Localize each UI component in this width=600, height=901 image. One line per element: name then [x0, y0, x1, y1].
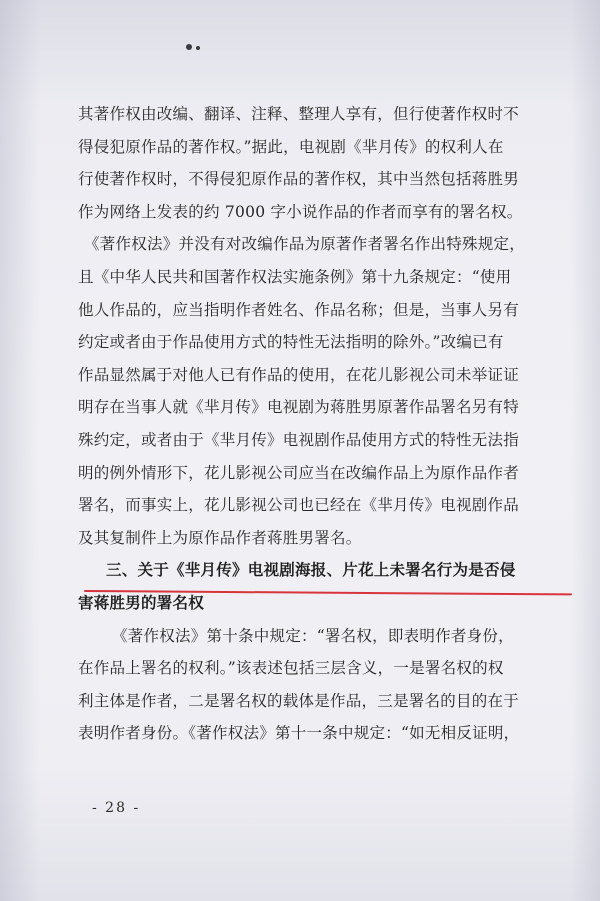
- body-line: 行使著作权时，不得侵犯原作品的著作权，其中当然包括蒋胜男: [78, 170, 520, 189]
- page-number: - 28 -: [92, 800, 141, 816]
- body-line: 《著作权法》并没有对改编作品为原著作者署名作出特殊规定，: [84, 235, 526, 254]
- binding-hole-mark: [196, 46, 200, 50]
- body-line: 在作品上署名的权利。”该表述包括三层含义，一是署名权的权: [78, 659, 504, 678]
- body-line: 明存在当事人就《芈月传》电视剧为蒋胜男原著作品署名另有特: [78, 398, 520, 417]
- body-line: 明的例外情形下，花儿影视公司应当在改编作品上为原作品作者: [78, 463, 520, 482]
- body-line: 其著作权由改编、翻译、注释、整理人享有，但行使著作权时不: [78, 105, 520, 123]
- body-line: 作为网络上发表的约 7000 字小说作品的作者而享有的署名权。: [78, 202, 523, 221]
- body-line: 表明作者身份。《著作权法》第十一条中规定：“如无相反证明，: [78, 724, 520, 743]
- binding-hole-mark: [186, 44, 192, 50]
- body-line: 利主体是作者，二是署名权的载体是作品，三是署名的目的在于: [78, 691, 520, 710]
- body-line: 殊约定，或者由于《芈月传》电视剧作品使用方式的特性无法指: [78, 430, 520, 449]
- body-line: 且《中华人民共和国著作权法实施条例》第十九条规定：“使用: [78, 267, 512, 286]
- body-line: 作品显然属于对他人已有作品的使用，在花儿影视公司未举证证: [78, 365, 520, 384]
- section-heading: 三、关于《芈月传》电视剧海报、片花上未署名行为是否侵: [106, 560, 516, 580]
- body-line: 署名，而事实上，花儿影视公司也已经在《芈月传》电视剧作品: [78, 496, 520, 515]
- section-heading: 害蒋胜男的署名权: [78, 592, 205, 612]
- body-line: 他人作品的，应当指明作者姓名、作品名称；但是，当事人另有: [78, 300, 520, 319]
- document-body: [78, 98, 588, 750]
- body-line: 约定或者由于作品使用方式的特性无法指明的除外。”改编已有: [78, 333, 504, 352]
- body-line: 《著作权法》第十条中规定：“署名权，即表明作者身份，: [112, 626, 514, 645]
- body-line: 得侵犯原作品的著作权。”据此，电视剧《芈月传》的权利人在: [78, 137, 504, 156]
- body-line: 及其复制件上为原作品作者蒋胜男署名。: [78, 528, 362, 547]
